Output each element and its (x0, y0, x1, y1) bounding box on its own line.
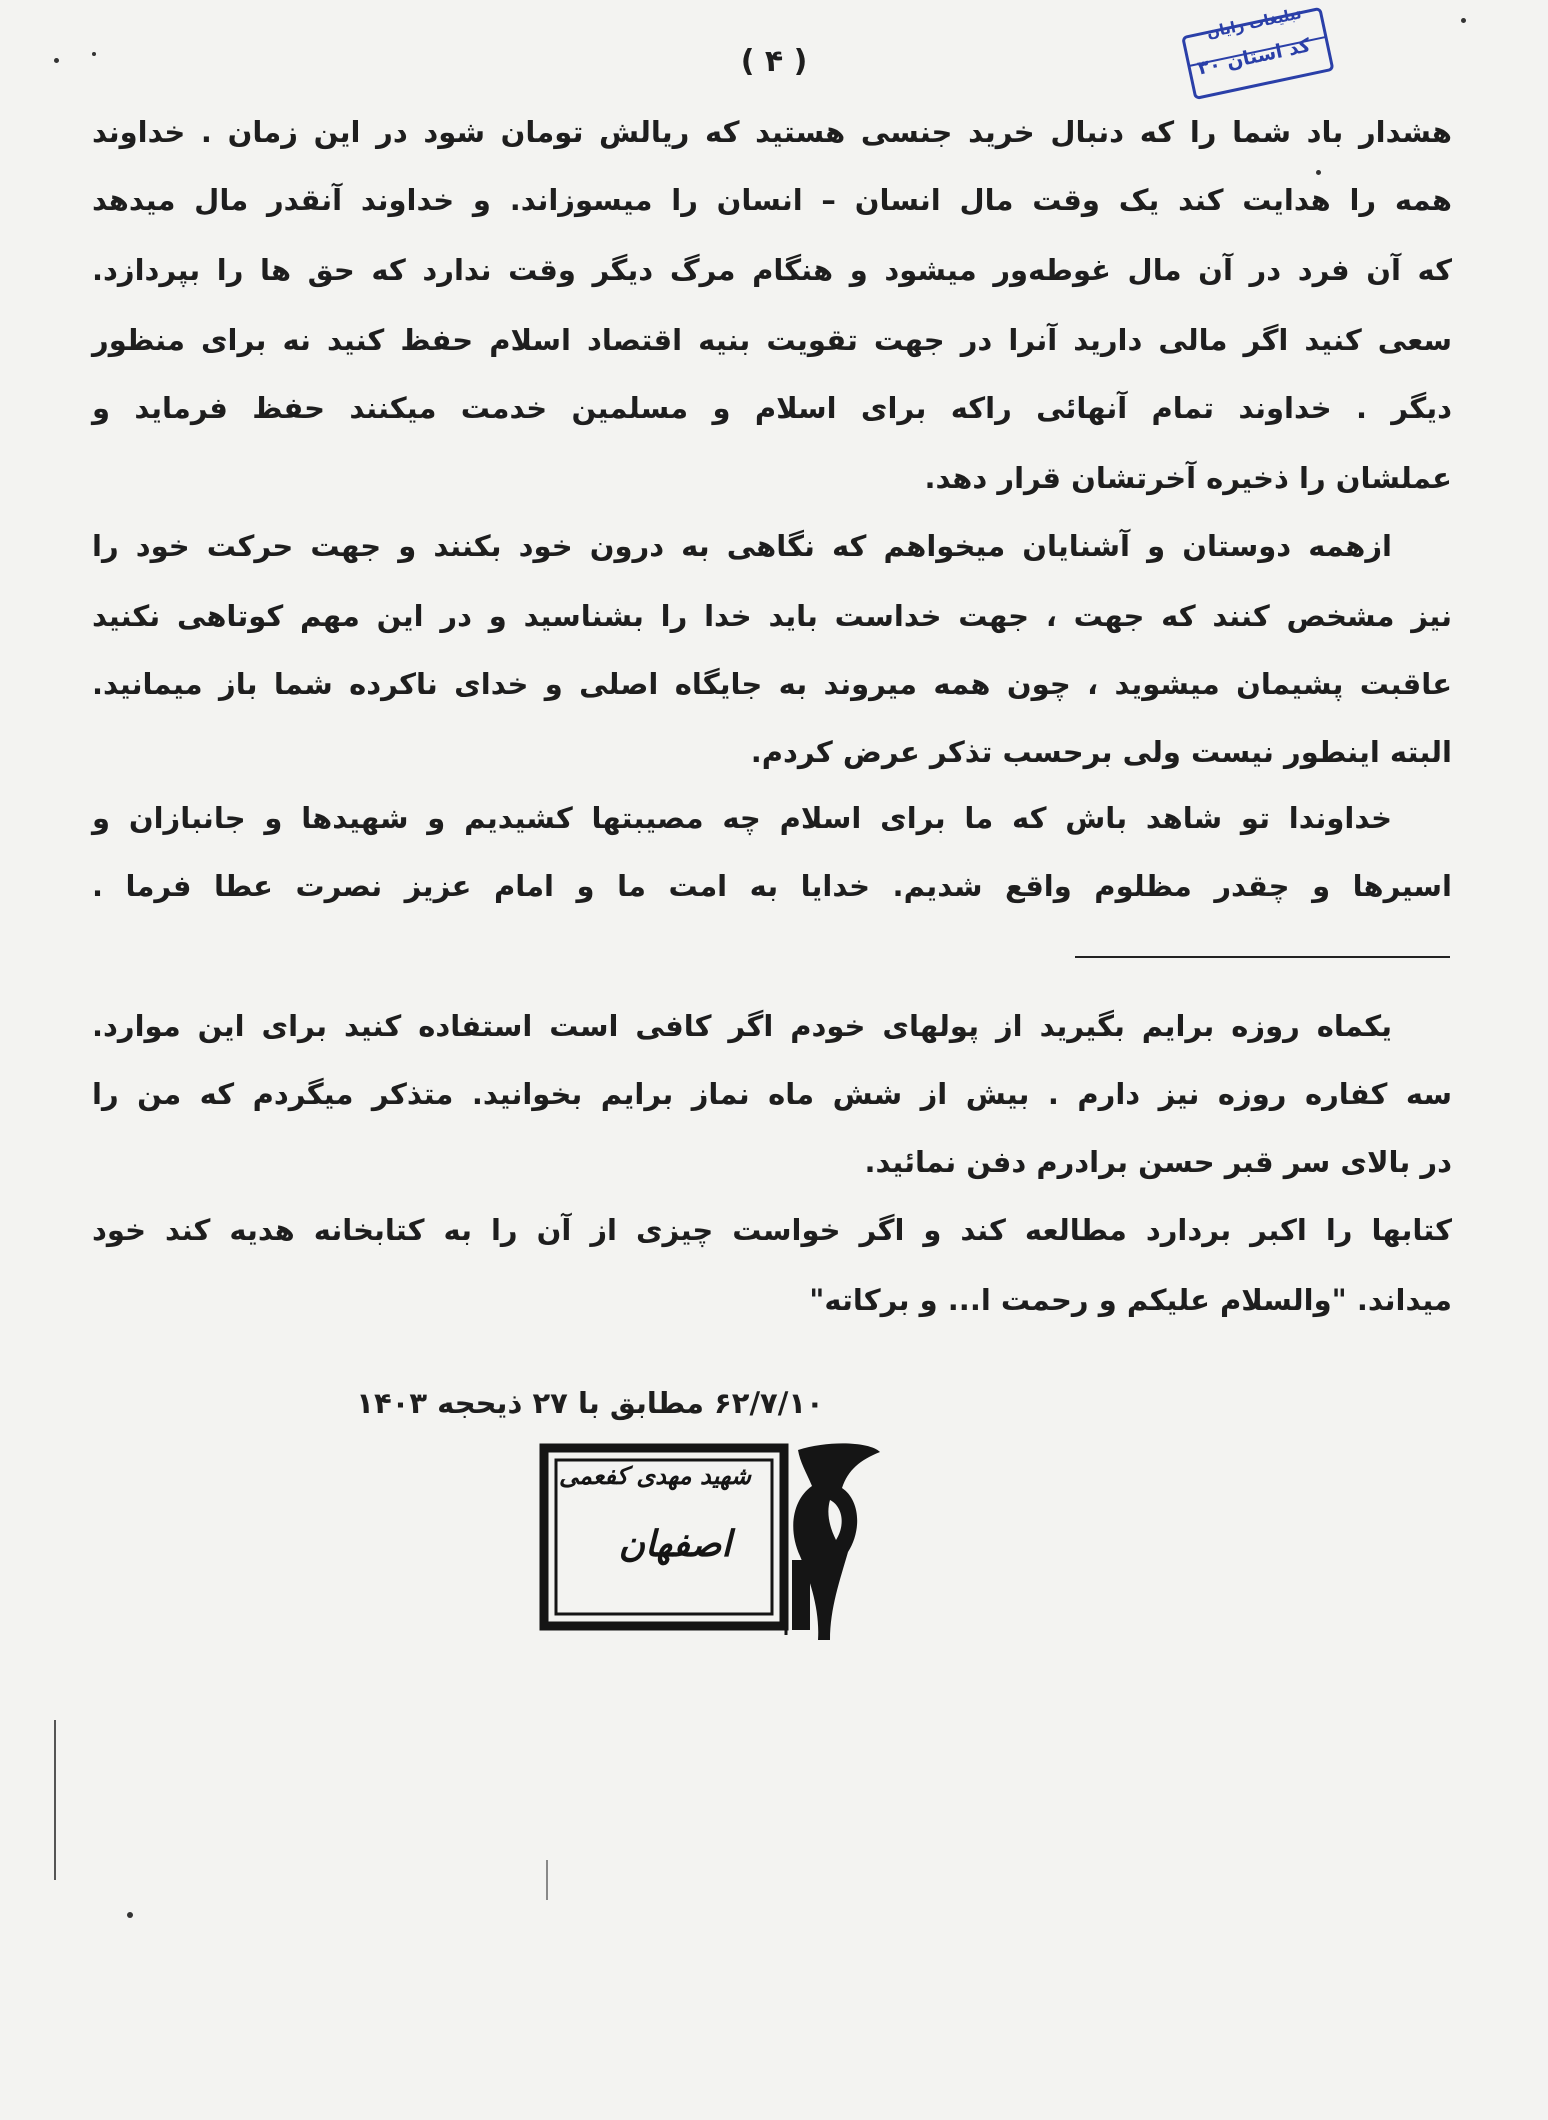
section-divider (1075, 956, 1450, 958)
seal-text-city: اصفهان (618, 1524, 732, 1565)
text-line: دیگر . خداوند تمام آنهائی راکه برای اسلام و مسلمین خدمت میکنند حفظ فرماید و (92, 391, 1452, 425)
text-line: البته اینطور نیست ولی برحسب تذکر عرض کردم. (750, 735, 1452, 769)
text-line: سه کفاره روزه نیز دارم . بیش از شش ماه نماز برایم بخوانید. متذکر میگردم که من را (92, 1077, 1452, 1111)
text-line: هشدار باد شما را که دنبال خرید جنسی هستید که ریالش تومان شود در این زمان . خداوند (92, 115, 1452, 149)
seal-stamp (530, 1440, 910, 1664)
text-line: کتابها را اکبر بردارد مطالعه کند و اگر خواست چیزی از آن را به کتابخانه هدیه کند خود (92, 1213, 1452, 1247)
text-line: همه را هدایت کند یک وقت مال انسان – انسان را میسوزاند. و خداوند آنقدر مال میدهد (92, 183, 1452, 217)
seal-text-name: شهید مهدی کفعمی (558, 1462, 752, 1490)
text-line: عملشان را ذخیره آخرتشان قرار دهد. (924, 461, 1452, 495)
text-line: نیز مشخص کنند که جهت ، جهت خداست باید خدا را بشناسید و در این مهم کوتاهی نکنید (92, 599, 1452, 633)
date-line: ۶۲/۷/۱۰ مطابق با ۲۷ ذیحجه ۱۴۰۳ (356, 1386, 824, 1420)
text-line: سعی کنید اگر مالی دارید آنرا در جهت تقویت بنیه اقتصاد اسلام حفظ کنید نه برای منظور (92, 323, 1452, 357)
stamp-text-line2: کد استان ۳۰ (1195, 34, 1313, 80)
page-number: ( ۴ ) (740, 44, 808, 79)
stamp-text-line1: تبلیغات رایان (1205, 4, 1303, 42)
scan-edge-mark (546, 1860, 548, 1900)
text-line: ازهمه دوستان و آشنایان میخواهم که نگاهی به درون خود بکنند و جهت حرکت خود را (92, 529, 1392, 563)
scan-speck (1316, 170, 1321, 175)
text-line: یکماه روزه برایم بگیرید از پولهای خودم اگر کافی است استفاده کنید برای این موارد. (92, 1009, 1392, 1043)
text-line: در بالای سر قبر حسن برادرم دفن نمائید. (864, 1145, 1452, 1179)
scan-speck (127, 1912, 133, 1918)
text-line: اسیرها و چقدر مظلوم واقع شدیم. خدایا به امت ما و امام عزیز نصرت عطا فرما . (92, 869, 1452, 903)
text-line: که آن فرد در آن مال غوطه‌ور میشود و هنگام مرگ دیگر وقت ندارد که حق ها را بپردازد. (92, 253, 1452, 287)
archive-stamp (1180, 4, 1340, 108)
text-line: عاقبت پشیمان میشوید ، چون همه میروند به جایگاه اصلی و خدای ناکرده شما باز میمانید. (92, 667, 1452, 701)
text-line: میداند. "والسلام علیکم و رحمت ا... و برکاته" (809, 1283, 1452, 1317)
scan-edge-mark (54, 1720, 56, 1880)
scan-speck (1461, 18, 1466, 23)
text-line: خداوندا تو شاهد باش که ما برای اسلام چه مصیبتها کشیدیم و شهیدها و جانبازان و (92, 801, 1392, 835)
